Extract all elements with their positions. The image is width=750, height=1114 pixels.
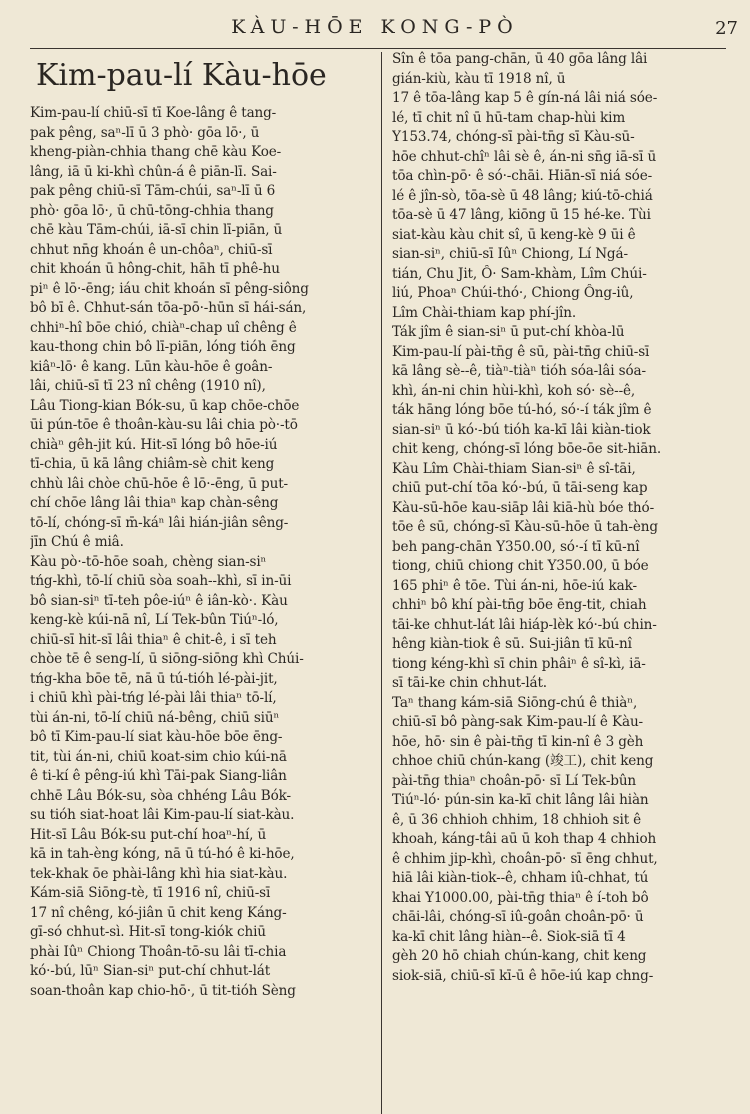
text-line: ê ti-kí ê pêng-iú khì Tāi-pak Siang-liân (30, 768, 287, 784)
text-line: chhiⁿ-hî bōe chió, chiàⁿ-chap uî chêng ê (30, 319, 297, 336)
text-line: kā lâng sè--ê, tiàⁿ-tiàⁿ tióh sóa-lâi sóa- (392, 363, 646, 379)
text-line: Lîm Chài-thiam kap phí-jîn. (392, 304, 577, 321)
text-line: Kàu pò·-tō-hōe soah, chèng sian-siⁿ (30, 553, 267, 570)
text-line: ê, ū 36 chhioh chhim, 18 chhioh sit ê (392, 811, 642, 828)
text-line: tiong kéng-khì sī chin phâiⁿ ê sî-kì, iā- (392, 655, 646, 672)
right-column (392, 50, 726, 986)
text-line: liú, Phoaⁿ Chúi-thó·, Chiong Ông-iû, (392, 285, 634, 301)
left-column (30, 50, 372, 1001)
text-line: i chiū khì pài-tńg lé-pài lâi thiaⁿ tō-lí, (30, 690, 277, 706)
running-head (0, 10, 750, 44)
text-line: kó·-bú, lūⁿ Sian-siⁿ put-chí chhut-lát (30, 963, 271, 979)
text-line: Ták jîm ê sian-siⁿ ū put-chí khòa-lū (392, 324, 625, 340)
text-line: chhù lâi chòe chū-hōe ê lō·-ēng, ū put- (30, 475, 288, 492)
text-line: sī tāi-ke chin chhut-lát. (392, 675, 547, 691)
text-line: tōe ê sū, chóng-sī Kàu-sū-hōe ū tah-èng (392, 519, 658, 535)
text-line: lé, tī chit nî ū hū-tam chap-hùi kim (392, 109, 626, 126)
text-line: sian-siⁿ, chiū-sī Iûⁿ Chiong, Lí Ngá- (392, 246, 628, 262)
text-line: Tiúⁿ-ló· pún-sin ka-kī chit lâng lâi hiàn (392, 792, 649, 808)
text-line: Lâu Tiong-kian Bók-su, ū kap chōe-chōe (30, 397, 300, 414)
text-line: chiū-sī bô pàng-sak Kim-pau-lí ê Kàu- (392, 714, 643, 730)
text-line: hōe, hō· sin ê pài-tn̄g tī kin-nî ê 3 gèh (392, 733, 644, 750)
text-line: chí chōe lâng lâi thiaⁿ kap chàn-sêng (30, 495, 279, 511)
text-line: chòe tē ê seng-lí, ū siōng-siōng khì Chúi- (30, 651, 304, 667)
text-line: ták hāng lóng bōe tú-hó, só·-í ták jîm ê (392, 402, 652, 418)
text-line: pak pêng, saⁿ-lī ū 3 phò· gōa lō·, ū (30, 124, 260, 141)
text-line: lé ê jîn-sò, tōa-sè ū 48 lâng; kiú-tō-chiá (392, 187, 653, 204)
text-line: chit khoán ū hông-chit, hāh tī phê-hu (30, 261, 280, 277)
text-line: kā in tah-èng kóng, nā ū tú-hó ê ki-hōe, (30, 846, 295, 862)
text-line: chit keng, chóng-sī lóng bōe-ōe sit-hiān. (392, 441, 662, 457)
text-line: tōa chìn-pō· ê só·-chāi. Hiān-sī niá sóe- (392, 168, 653, 184)
text-line: tńg-khì, tō-lí chiū sòa soah--khì, sī in-ūi (30, 573, 292, 589)
text-line: beh pang-chān Y350.00, só·-í tī kū-nî (392, 538, 640, 555)
text-line: ka-kī chit lâng hiàn--ê. Siok-siā tī 4 (392, 928, 626, 945)
text-line: 17 nî chêng, kó-jiân ū chit keng Káng- (30, 904, 287, 921)
text-line: bô bī ê. Chhut-sán tōa-pō·-hūn sī hái-sán, (30, 300, 307, 316)
text-line: chhē Lâu Bók-su, sòa chhéng Lâu Bók- (30, 787, 291, 804)
text-line: siat-kàu kàu chit sî, ū keng-kè 9 ūi ê (392, 226, 636, 243)
text-line: tit, tùi án-ni, chiū koat-sim chio kúi-nā (30, 748, 287, 765)
text-line: tī-chia, ū kā lâng chiâm-sè chit keng (30, 456, 275, 472)
text-line: Kám-siā Siōng-tè, tī 1916 nî, chiū-sī (30, 885, 271, 901)
text-line: tek-khak ōe phài-lâng khì hia siat-kàu. (30, 865, 288, 882)
article-title: Kim-pau-lí Kàu-hōe (36, 58, 327, 93)
text-line: lâng, iā ū ki-khì chûn-á ê piān-lī. Sai- (30, 163, 277, 180)
text-line: chē kàu Tām-chúi, iā-sī chin lī-piān, ū (30, 222, 283, 238)
text-line: Sîn ê tōa pang-chān, ū 40 gōa lâng lâi (392, 51, 648, 67)
text-line: lâi, chiū-sī tī 23 nî chêng (1910 nî), (30, 378, 266, 394)
text-line: ê chhim jip-khì, choân-pō· sī ēng chhut, (392, 850, 658, 867)
text-line: tāi-ke chhut-lát lâi hiáp-lèk kó·-bú chin- (392, 616, 657, 633)
text-line: hiā lâi kiàn-tiok--ê, chham iû-chhat, tú (392, 870, 649, 886)
text-line: bô sian-siⁿ tī-teh pôe-iúⁿ ê iân-kò·. Kàu (30, 592, 288, 609)
text-line: hêng kiàn-tiok ê sū. Sui-jiân tī kū-nî (392, 636, 632, 652)
text-line: tiong, chiū chiong chit Y350.00, ū bóe (392, 558, 649, 574)
text-line: kiâⁿ-lō· ê kang. Lūn kàu-hōe ê goân- (30, 358, 273, 375)
text-line: Kàu Lîm Chài-thiam Sian-siⁿ ê sî-tāi, (392, 460, 636, 477)
text-line: jīn Chú ê miâ. (30, 534, 124, 550)
page-number: 27 (715, 18, 738, 39)
text-line: chhoe chiū chún-kang (竣工), chit keng (392, 753, 654, 769)
text-line: sian-siⁿ ū kó·-bú tióh ka-kī lâi kiàn-tiok (392, 421, 651, 438)
text-line: tùi án-ni, tō-lí chiū ná-bêng, chiū siūⁿ (30, 709, 280, 726)
text-line: kau-thong chin bô lī-piān, lóng tióh ēng (30, 339, 296, 355)
column-divider (381, 52, 382, 1114)
text-line: kheng-piàn-chhia thang chē kàu Koe- (30, 144, 282, 160)
text-line: Hit-sī Lâu Bók-su put-chí hoaⁿ-hí, ū (30, 826, 267, 843)
text-line: bô tī Kim-pau-lí siat kàu-hōe bōe ēng- (30, 729, 283, 745)
text-line: chhut nn̄g khoán ê un-chôaⁿ, chiū-sī (30, 241, 273, 258)
text-line: phài Iûⁿ Chiong Thoân-tō-su lâi tī-chia (30, 943, 287, 960)
text-line: chhiⁿ bô khí pài-tn̄g bōe ēng-tit, chiah (392, 597, 647, 613)
text-line: keng-kè kúi-nā nî, Lí Tek-bûn Tiúⁿ-ló, (30, 612, 279, 628)
text-line: siok-siā, chiū-sī kī-ū ê hōe-iú kap chng- (392, 967, 654, 984)
text-line: chiū-sī hit-sī lâi thiaⁿ ê chit-ê, i sī teh (30, 631, 277, 648)
text-line: piⁿ ê lō·-ēng; iáu chit khoán sī pêng-siông (30, 280, 309, 297)
text-line: chiū put-chí tōa kó·-bú, ū tāi-seng kap (392, 480, 648, 496)
text-line: tō-lí, chóng-sī m̄-káⁿ lâi hián-jiân sêng- (30, 514, 289, 531)
text-line: phò· gōa lō·, ū chū-tōng-chhia thang (30, 202, 274, 219)
text-line: tōa-sè ū 47 lâng, kiōng ū 15 hé-ke. Tùi (392, 207, 651, 223)
text-line: khai Y1000.00, pài-tn̄g thiaⁿ ê í-toh bô (392, 889, 649, 906)
text-line: ūi pún-tōe ê thoân-kàu-su lâi chia pò·-tō (30, 417, 298, 433)
text-line: su tióh siat-hoat lâi Kim-pau-lí siat-kàu. (30, 807, 295, 823)
text-line: Y153.74, chóng-sī pài-tn̄g sī Kàu-sū- (392, 129, 635, 145)
text-line: 165 phiⁿ ê tōe. Tùi án-ni, hōe-iú kak- (392, 577, 637, 594)
text-line: Kim-pau-lí chiū-sī tī Koe-lâng ê tang- (30, 105, 277, 121)
text-line: gī-só chhut-sì. Hit-sī tong-kiók chiū (30, 924, 266, 940)
text-line: khì, án-ni chin hùi-khì, koh só· sè--ê, (392, 382, 636, 399)
text-line: pài-tn̄g thiaⁿ choân-pō· sī Lí Tek-bûn (392, 772, 637, 789)
text-line: khoah, káng-tâi aū ū koh thap 4 chhioh (392, 831, 657, 847)
text-line: tńg-kha bōe tē, nā ū tú-tióh lé-pài-jit, (30, 670, 278, 687)
text-line: soan-thoân kap chio-hō·, ū tit-tióh Sèng (30, 982, 296, 999)
text-line: Kim-pau-lí pài-tn̄g ê sū, pài-tn̄g chiū-sī (392, 343, 650, 360)
running-title: KÀU-HŌE KONG-PÒ (231, 16, 519, 38)
text-line: gèh 20 hō chiah chún-kang, chit keng (392, 948, 647, 964)
header-rule (30, 48, 726, 49)
text-line: Taⁿ thang kám-siā Siōng-chú ê thiàⁿ, (392, 694, 638, 711)
text-line: chiàⁿ gêh-jit kú. Hit-sī lóng bô hōe-iú (30, 436, 278, 453)
text-line: tián, Chu Jit, Ô· Sam-khàm, Lîm Chúi- (392, 265, 647, 282)
text-line: hōe chhut-chîⁿ lâi sè ê, án-ni sn̄g iā-sī ū (392, 148, 657, 165)
text-line: pak pêng chiū-sī Tām-chúi, saⁿ-lī ū 6 (30, 183, 276, 199)
text-line: Kàu-sū-hōe kau-siāp lâi kiā-hù bóe thó- (392, 499, 655, 516)
text-line: chāi-lâi, chóng-sī iû-goân choân-pō· ū (392, 909, 644, 925)
text-line: gián-kiù, kàu tī 1918 nî, ū (392, 70, 566, 87)
text-line: 17 ê tōa-lâng kap 5 ê gín-ná lâi niá sóe- (392, 90, 658, 106)
